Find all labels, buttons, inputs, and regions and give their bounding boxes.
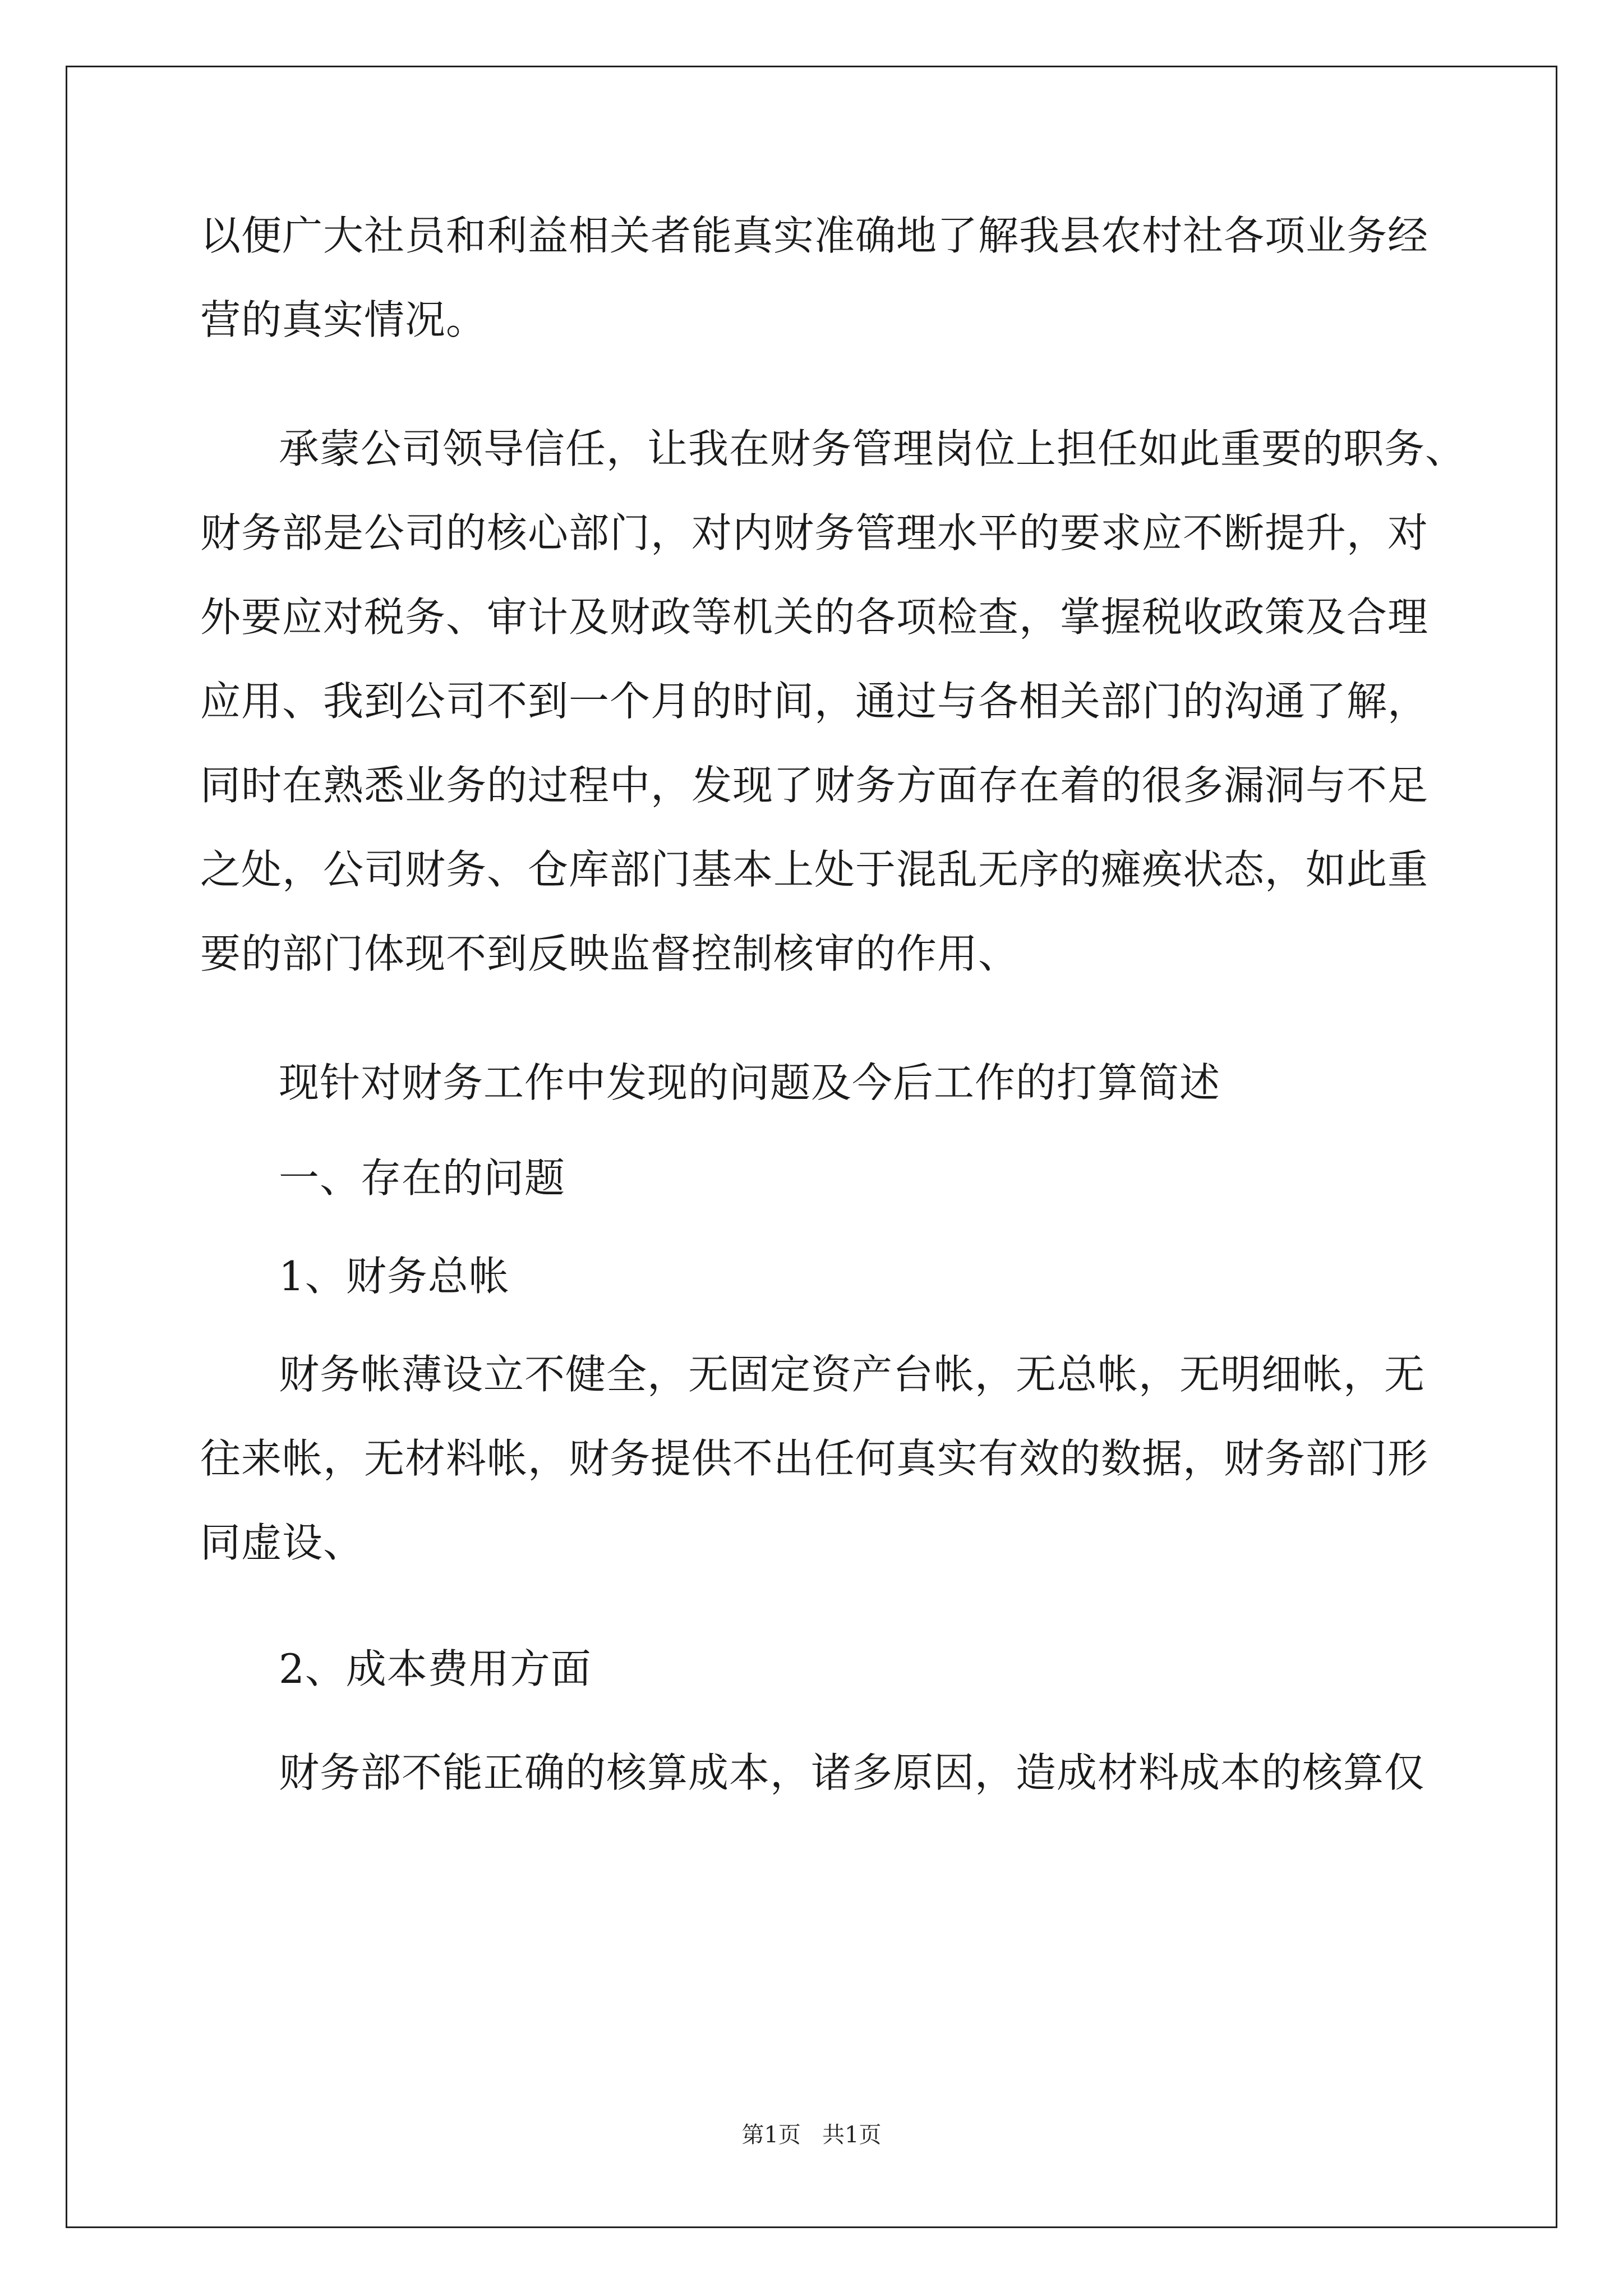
text-line: 外要应对税务、审计及财政等机关的各项检查，掌握税收政策及合理	[200, 593, 1429, 641]
text-line: 之处，公司财务、仓库部门基本上处于混乱无序的瘫痪状态，如此重	[200, 846, 1429, 893]
text-line: 同时在熟悉业务的过程中，发现了财务方面存在着的很多漏洞与不足	[200, 762, 1429, 809]
subsection-heading: 1、财务总帐	[279, 1253, 510, 1300]
page-footer	[0, 2119, 1623, 2151]
text-line: 应用、我到公司不到一个月的时间，通过与各相关部门的沟通了解，	[200, 678, 1429, 725]
text-line: 要的部门体现不到反映监督控制核审的作用、	[200, 930, 1020, 977]
page-number: 第1页	[741, 2122, 801, 2148]
subsection-heading: 2、成本费用方面	[279, 1645, 592, 1692]
text-line: 财务帐薄设立不健全，无固定资产台帐，无总帐，无明细帐，无	[279, 1351, 1426, 1398]
text-line: 财务部是公司的核心部门，对内财务管理水平的要求应不断提升，对	[200, 509, 1429, 556]
text-line: 财务部不能正确的核算成本，诸多原因，造成材料成本的核算仅	[279, 1749, 1426, 1796]
text-line: 现针对财务工作中发现的问题及今后工作的打算简述	[279, 1059, 1221, 1106]
page-border	[66, 66, 1557, 2228]
page-total: 共1页	[822, 2122, 882, 2148]
text-line: 往来帐，无材料帐，财务提供不出任何真实有效的数据，财务部门形	[200, 1435, 1429, 1482]
text-line: 同虚设、	[200, 1519, 365, 1566]
section-heading: 一、存在的问题	[279, 1154, 566, 1202]
text-line: 以便广大社员和利益相关者能真实准确地了解我县农村社各项业务经	[200, 212, 1429, 259]
text-line: 承蒙公司领导信任，让我在财务管理岗位上担任如此重要的职务、	[279, 425, 1467, 472]
text-line: 营的真实情况。	[200, 296, 487, 343]
